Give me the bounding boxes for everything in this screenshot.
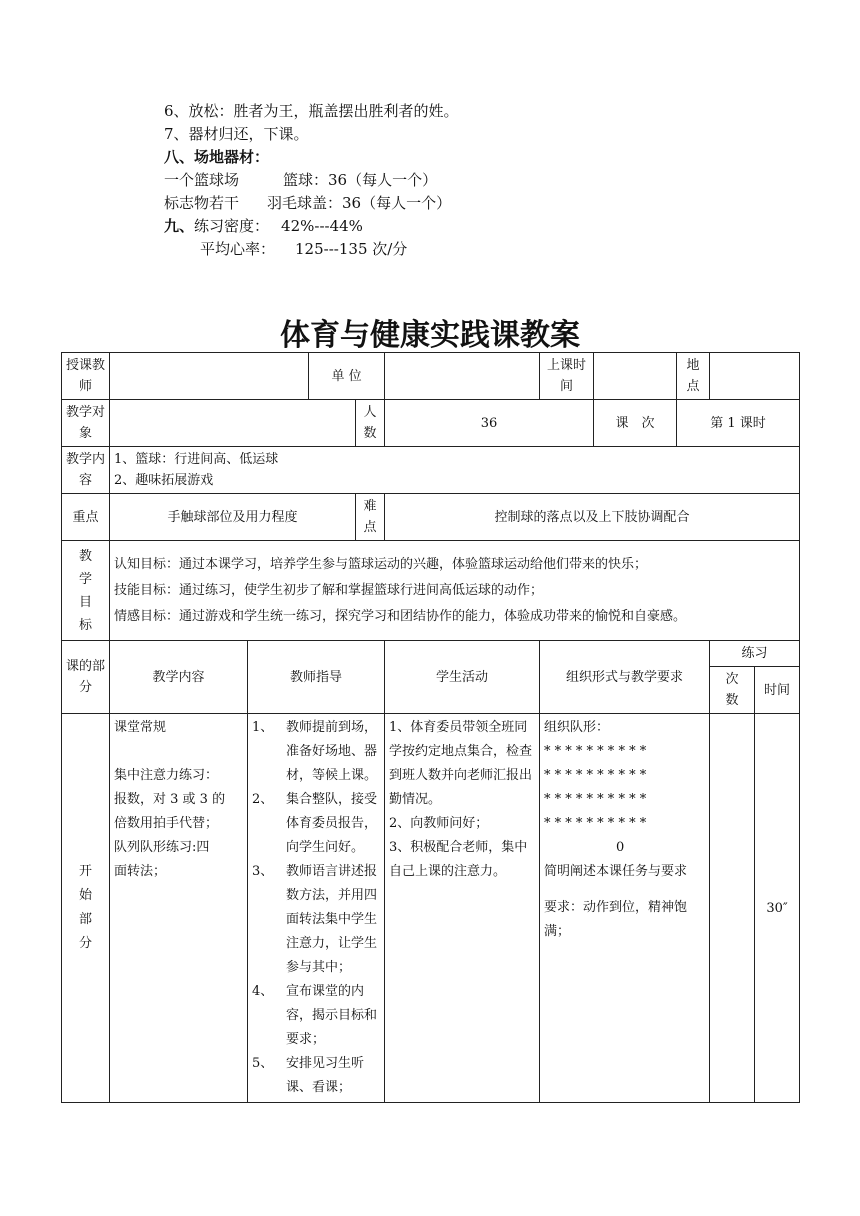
- content-row: [62, 447, 800, 494]
- step-7: 7、器材归还，下课。: [164, 125, 309, 143]
- equipment-court: 一个篮球场: [164, 171, 240, 189]
- unit-value: [385, 353, 540, 400]
- content-item-2: 2、趣味拓展游戏: [114, 473, 214, 488]
- unit-label: 单 位: [309, 353, 385, 400]
- session-value: 第 1 课时: [677, 400, 800, 447]
- equipment-row-2: [164, 192, 459, 215]
- practice-times: [710, 714, 755, 1103]
- formation-row: * * * * * * * * * *: [544, 792, 647, 807]
- heart-row: [164, 238, 459, 261]
- org-note: 简明阐述本课任务与要求: [544, 864, 688, 879]
- key-label: 重点: [62, 494, 110, 541]
- content-line: 队列队形练习:四: [114, 840, 210, 855]
- student-activity: [385, 714, 540, 1103]
- place-value: [710, 353, 800, 400]
- content-line: 课堂常规: [114, 720, 167, 735]
- key-row: [62, 494, 800, 541]
- organization-form: [540, 714, 710, 1103]
- guide-item: 4、 宣布课堂的内容，揭示目标和要求；: [252, 984, 378, 1047]
- teacher-guidance: [248, 714, 385, 1103]
- content-item-1: 1、篮球：行进间高、低运球: [114, 452, 279, 467]
- header-time: 时间: [755, 667, 800, 714]
- content-line: 面转法；: [114, 864, 167, 879]
- page-title: 体育与健康实践课教案: [280, 318, 580, 353]
- goal-cognitive: 认知目标：通过本课学习，培养学生参与篮球运动的兴趣，体验篮球运动给他们带来的快乐；: [114, 556, 648, 572]
- org-requirement: 要求：动作到位，精神饱满；: [544, 900, 688, 939]
- count-value: 36: [385, 400, 594, 447]
- org-title: 组织队形：: [544, 720, 610, 735]
- place-label: 地点: [677, 353, 710, 400]
- object-value: [110, 400, 356, 447]
- guide-item: 2、 集合整队，接受体育委员报告，向学生问好。: [252, 792, 378, 855]
- header-practice: 练习: [710, 641, 800, 667]
- time-label: 上课时间: [540, 353, 594, 400]
- guide-item: 1、 教师提前到场，准备好场地、器材，等候上课。: [252, 720, 378, 783]
- goal-row: [62, 541, 800, 641]
- teacher-value: [110, 353, 309, 400]
- header-part: 课的部分: [62, 641, 110, 714]
- content-label: 教学内容: [62, 447, 110, 494]
- goal-skill: 技能目标：通过练习，使学生初步了解和掌握篮球行进间高低运球的动作；: [114, 582, 544, 598]
- formation-row: * * * * * * * * * *: [544, 744, 647, 759]
- heart-value: 125---135 次/分: [295, 240, 408, 258]
- guide-item: 3、 教师语言讲述报数方法，并用四面转法集中学生注意力，让学生参与其中；: [252, 864, 378, 975]
- difficulty-label: 难点: [356, 494, 385, 541]
- density-row: [164, 215, 459, 238]
- heart-label: 平均心率：: [200, 240, 276, 258]
- header-student: 学生活动: [385, 641, 540, 714]
- key-value: 手触球部位及用力程度: [110, 494, 356, 541]
- density-heading: 九、: [164, 217, 195, 235]
- formation-row: * * * * * * * * * *: [544, 816, 647, 831]
- student-line: 1、体育委员带领全班同学按约定地点集合，检查到班人数并向老师汇报出勤情况。: [389, 720, 533, 807]
- content-value: [110, 447, 800, 494]
- student-line: 3、积极配合老师，集中自己上课的注意力。: [389, 840, 528, 879]
- content-line: [114, 740, 243, 764]
- count-label: 人数: [356, 400, 385, 447]
- equipment-shuttle-caps: 羽毛球盖：36（每人一个）: [267, 194, 452, 212]
- density-value: 42%---44%: [281, 217, 363, 235]
- equipment-basketball: 篮球：36（每人一个）: [283, 171, 438, 189]
- practice-time: 30″: [755, 714, 800, 1103]
- step-6: 6、放松：胜者为王，瓶盖摆出胜利者的姓。: [164, 102, 459, 120]
- header-content: 教学内容: [110, 641, 248, 714]
- teacher-label: 授课教师: [62, 353, 110, 400]
- info-row-2: [62, 400, 800, 447]
- preceding-section: [164, 100, 459, 261]
- header-guide: 教师指导: [248, 641, 385, 714]
- header-organization: 组织形式与教学要求: [540, 641, 710, 714]
- goal-value: [110, 541, 800, 641]
- student-line: 2、向教师问好；: [389, 816, 489, 831]
- session-label: 课 次: [594, 400, 677, 447]
- content-line: 报数，对 3 或 3 的: [114, 792, 226, 807]
- content-line: 集中注意力练习：: [114, 768, 219, 783]
- start-part-row: [62, 714, 800, 1103]
- time-value: [594, 353, 677, 400]
- teacher-position: 0: [616, 840, 625, 855]
- part-name: 开始部分: [62, 714, 110, 1103]
- equipment-row-1: [164, 169, 459, 192]
- header-row-1: [62, 641, 800, 667]
- density-label: 练习密度：: [194, 217, 270, 235]
- object-label: 教学对象: [62, 400, 110, 447]
- start-content: [110, 714, 248, 1103]
- goal-label: 教学目标: [62, 541, 110, 641]
- guide-item: 5、 安排见习生听课、看课；: [252, 1056, 365, 1095]
- info-row-1: [62, 353, 800, 400]
- content-line: 倍数用拍手代替；: [114, 816, 219, 831]
- formation-row: * * * * * * * * * *: [544, 768, 647, 783]
- lesson-plan-table: [61, 352, 800, 1103]
- goal-affective: 情感目标：通过游戏和学生统一练习，探究学习和团结协作的能力，体验成功带来的愉悦和自豪感。: [114, 608, 687, 624]
- equipment-markers: 标志物若干: [164, 194, 240, 212]
- header-times: 次数: [710, 667, 755, 714]
- equipment-heading: 八、场地器材：: [164, 148, 270, 166]
- difficulty-value: 控制球的落点以及上下肢协调配合: [385, 494, 800, 541]
